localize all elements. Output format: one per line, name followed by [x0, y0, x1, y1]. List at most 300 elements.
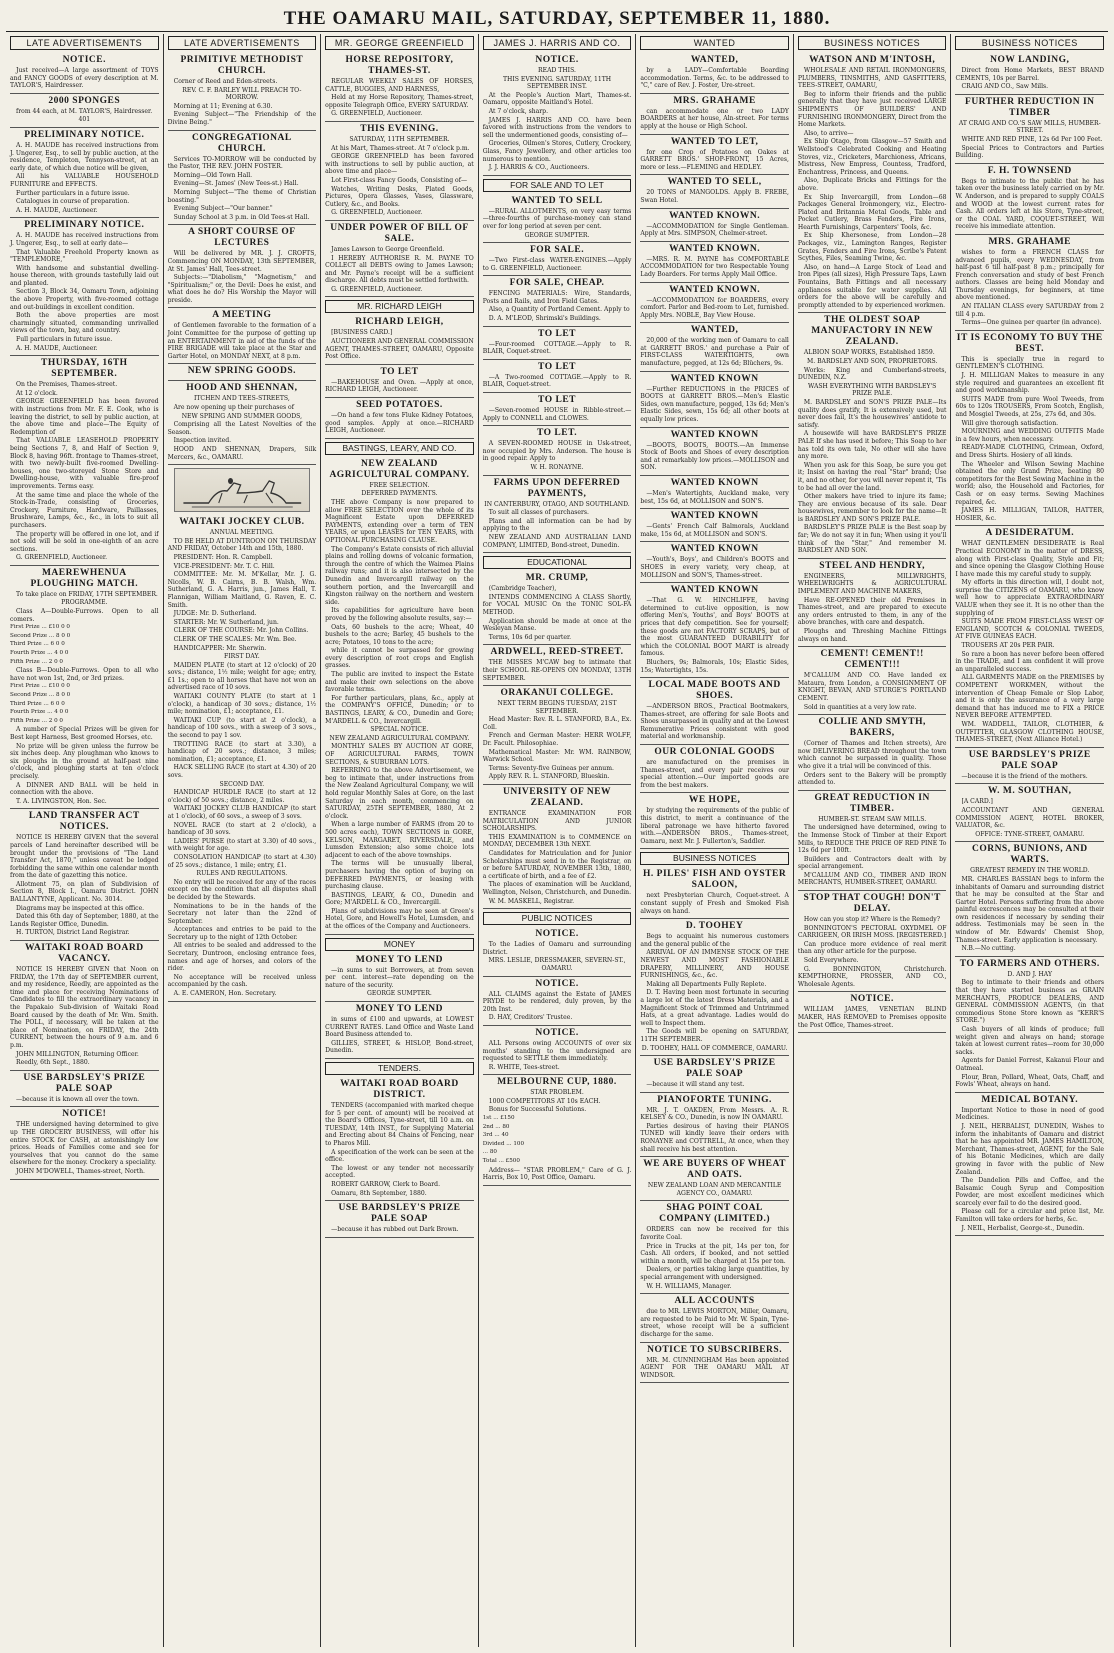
ad-title: MONEY TO LEND — [355, 954, 443, 965]
ad-line: Agents for Daniel Forrest, Kakanui Flour and Oatmeal. — [955, 1057, 1105, 1072]
ad-title: HOOD AND SHENNAN, — [186, 383, 298, 394]
ad-line: CRAIG AND CO., Saw Mills. — [961, 83, 1049, 91]
ad-line: 20 TONS of MANGOLDS. Apply B. FREBE, Swan Hotel. — [640, 189, 789, 204]
ad-line: GEORGE SUMPTER. — [367, 990, 432, 998]
ad-title: LOCAL MADE BOOTS AND SHOES. — [648, 680, 781, 702]
ad-title: FARMS UPON DEFERRED PAYMENTS, — [493, 477, 621, 499]
ad-line: ALBION SOAP WORKS, Established 1859. — [803, 349, 935, 357]
masthead-rule — [6, 31, 1108, 32]
ad-line: in sums of £100 and upwards, at LOWEST CURRENT RATES. Land Office and Waste Land Board Business attended to. — [325, 1016, 474, 1039]
ad-line: GEORGE SUMPTER. — [524, 231, 590, 239]
ad-title: WANTED KNOWN — [670, 511, 759, 522]
ad-line: MRS. LESLIE, DRESSMAKER, SEVERN-ST., OAMARU. — [488, 957, 626, 972]
ad-line: Reedly, 6th Sept., 1880. — [16, 1059, 90, 1067]
ad-title: WANTED KNOWN. — [669, 284, 761, 295]
ad-line: WAITAKI JOCKEY CLUB HANDICAP (to start at 1 o'clock), of 60 sovs., a sweep of 3 sovs. — [167, 805, 317, 820]
ad-line: REGULAR WEEKLY SALES OF HORSES, CATTLE, BUGGIES, AND HARNESS, — [325, 78, 474, 93]
ad-line: Other makers have tried to injure its fame; They are envious because of its sale. Dear housewives, remember to look for the name—It is BARDSLEY AND SON'S PRIZE PALE. — [797, 493, 947, 523]
column-4 — [479, 34, 637, 1647]
ad-title: WANTED, — [690, 325, 739, 336]
ad-line: ALL Persons owing ACCOUNTS of over six months' standing to the undersigned are requested to SETTLE them immediately. — [482, 1039, 632, 1063]
ad-line: —On hand a few tons Fluke Kidney Potatoes, good samples. Apply at once.—RICHARD LEIGH, Auctioneer. — [325, 412, 474, 435]
ad-title: H. PILES' FISH AND OYSTER SALOON, — [643, 869, 787, 891]
ad-title: STEEL AND HENDRY, — [819, 560, 926, 571]
ad-line: SECOND DAY. — [219, 780, 265, 788]
ad-line: MR. M. CUNNINGHAM Has been appointed AGENT FOR THE OAMARU MAIL AT WINDSOR. — [640, 1356, 789, 1379]
ad-line: —because it is the friend of the mothers. — [961, 772, 1088, 780]
ad-line: ACCOUNTANT AND GENERAL COMMISSION AGENT, HOTEL BROKER, VALUATOR, &c. — [955, 806, 1105, 830]
advertisement — [483, 276, 632, 326]
ad-line: T. A. LIVINGSTON, Hon. Sec. — [16, 797, 107, 805]
advertisement — [483, 785, 632, 909]
ad-line: of Gentlemen favorable to the formation of a Joint Committee for the purpose of getting up an ENTERTAINMENT in aid of the funds of the FIRE BRIGADE will take place at the Star and Garter Hotel, on MONDAY NEXT, at 8 p.m. — [167, 322, 317, 360]
ad-line: ALL CLAIMS against the Estate of JAMES PRYDE to be rendered, duly proven, by the 20th Inst. — [482, 990, 632, 1013]
ad-title: WANTED KNOWN — [670, 544, 759, 555]
ad-title: USE BARDSLEY'S PRIZE PALE SOAP — [338, 1203, 461, 1225]
ad-line: The undersigned have determined, owing to the Immense Stock of Timber at their Export Mills, to REDUCE THE PRICE OF RED PINE To 12s 6d per 100ft. — [797, 824, 947, 855]
advertisement — [325, 1201, 474, 1238]
advertisement — [640, 283, 789, 324]
advertisement — [640, 1093, 789, 1158]
advertisement — [10, 128, 159, 218]
ad-title: LAND TRANSFER ACT NOTICES. — [28, 811, 140, 833]
ad-line: That VALUABLE LEASEHOLD PROPERTY being Sections 7, 8, and Half of Section 9, Block 8, having 96ft. frontage to Thames-street, with two newly-built five-roomed Dwelling-houses, one two-storeyed Stone Store and Dwelling-house, with valuable fire-proof improvements. Terms easy. — [10, 437, 159, 490]
ad-line: WASH EVERYTHING WITH BARDSLEY'S PRIZE PALE. — [808, 382, 937, 398]
ad-title: HORSE REPOSITORY, THAMES-ST. — [345, 55, 454, 76]
ad-line: J. H. MILLIGAN Makes to measure in any style required and guarantees an excellent fit and good workmanship. — [955, 372, 1105, 395]
ad-line: First Prize ... £10 0 0 — [10, 624, 70, 631]
ad-line: OFFICE: TYNE-STREET, OAMARU. — [975, 830, 1085, 838]
ad-line: Builders and Contractors dealt with by special arrangement. — [797, 855, 947, 871]
advertisement — [640, 476, 789, 509]
ad-line: Terms: Seventy-five Guineas per annum. — [488, 764, 614, 772]
advertisement — [168, 381, 317, 465]
ad-title: MRS. GRAHAME — [988, 236, 1072, 247]
ad-line: G. GREENFIELD, Auctioneer. — [331, 209, 423, 217]
advertisement — [798, 791, 947, 891]
advertisement — [640, 1157, 789, 1201]
advertisement — [640, 372, 789, 428]
ad-line: AT CRAIG AND CO.'S SAW MILLS, HUMBER-STREET. — [958, 119, 1101, 135]
ad-title: THURSDAY, 16TH SEPTEMBER. — [41, 358, 128, 380]
ad-line: Total ... £500 — [482, 1158, 520, 1165]
advertisement — [325, 1077, 474, 1201]
ad-line: [BUSINESS CARD.] — [331, 329, 393, 337]
advertisement — [955, 235, 1104, 331]
ad-line: R. WHITE, Tees-street. — [488, 1063, 560, 1071]
ad-line: Terms, 10s 6d per quarter. — [488, 633, 572, 641]
column-3 — [321, 34, 479, 1647]
ad-title: WANTED KNOWN — [670, 373, 759, 384]
ad-line: JUDGE: Mr. D. Sutherland. — [173, 610, 257, 618]
ad-title: TO LET — [380, 366, 419, 377]
ad-title: MAEREWHENUA PLOUGHING MATCH. — [30, 567, 139, 589]
ad-line: The Wheeler and Wilson Sewing Machine obtained the only Grand Prize, beating 80 competitors for the Best Sewing Machine in the world; also, the Household and Factories, for Cash or on easy terms. Sewing Machines repaired, &c. — [955, 460, 1105, 506]
ad-title: SEED POTATOES. — [356, 400, 443, 411]
advertisement — [640, 867, 789, 919]
ad-line: Inspection invited. — [173, 437, 232, 445]
advertisement — [483, 393, 632, 426]
ad-line: WILLIAM JAMES, VENETIAN BLIND MAKER, HAS REMOVED to Premises opposite the Post Office, Thames-street. — [797, 1006, 947, 1029]
ad-title: ORAKANUI COLLEGE. — [500, 688, 614, 699]
ad-line: Evening Subject—"The Friendship of the Divine Being." — [167, 111, 317, 126]
ad-title: USE BARDSLEY'S PRIZE PALE SOAP — [23, 1072, 146, 1094]
column-header: LATE ADVERTISEMENTS — [168, 36, 317, 50]
column-1 — [6, 34, 164, 1647]
ad-line: All his VALUABLE HOUSEHOLD FURNITURE and EFFECTS. — [10, 173, 159, 188]
advertisement — [640, 428, 789, 476]
ad-line: Evening—St. James' (New Tees-st.) Hall. — [173, 180, 299, 188]
ad-line: NOTICE IS HEREBY GIVEN that the several parcels of Land hereinafter described will be brought under the provisions of "The Land Transfer Act, 1870," unless caveat be lodged forbidding the same within one calendar month from the date of gazetting this notice. — [10, 834, 159, 880]
ad-title: TO LET — [538, 328, 576, 339]
advertisement — [798, 559, 947, 647]
ad-line: G. BONNINGTON, Christchurch. KEMPTHORNE, PROSSER, AND CO., Wholesale Agents. — [797, 965, 947, 988]
ad-line: WHITE AND RED PINE, 12s 6d Per 100 Feet. — [961, 135, 1103, 143]
ad-title: NOTICE. — [535, 55, 579, 65]
advertisement — [483, 243, 632, 276]
ad-title: ALL ACCOUNTS — [674, 1296, 755, 1307]
ad-line: Direct from Home Markets, BEST BRAND CEMENTS, 10s per Barrel. — [955, 67, 1105, 82]
advertisement — [640, 209, 789, 242]
ad-line: Price in Trucks at the pit, 14s per ton, for Cash. All orders, if booked, and not settled within a month, will be charged at 15s per ton. — [640, 1242, 789, 1265]
ad-line: Bonus for Successful Solutions. — [488, 1106, 587, 1114]
ad-title: UNDER POWER OF BILL OF SALE. — [330, 222, 469, 244]
ad-line: SUITS MADE from pure Wool Tweeds, from 60s to 120s TROUSERS, From Scotch, English, and Mosgiel Tweeds, at 25s, 27s 6d, and 30s. — [955, 395, 1105, 418]
ad-line: Parties desirous of having their PIANOS TUNED will kindly leave their orders with RONAYNE and COTTRELL, At once, when they shall receive his best attention. — [640, 1122, 789, 1153]
ad-line: M'CALLUM AND CO. Have landed ex Mataura, from London, a CONSIGNMENT OF KNIGHT, BEVAN, AND STURGE'S PORTLAND CEMENT. — [797, 672, 947, 702]
ad-title: WANTED KNOWN — [670, 478, 759, 488]
ad-line: —Gents' French Calf Balmorals, Auckland make, 15s 6d, at MOLLISON and SON'S. — [640, 523, 789, 538]
ad-line: J. NEIL, HERBALIST, DUNEDIN, Wishes to inform the inhabitants of Oamaru and district that he has appointed MR. JAMES HAMILTON, Merchant, Thames-street, AGENT, for the Sale of his Botanic Medicines, which are daily growing in favor with the public of New Zealand. — [955, 1122, 1105, 1176]
ad-line: FENCING MATERIALS: Wire, Standards, Posts and Rails, and Iron Field Gates. — [482, 290, 632, 305]
ad-line: ITCHEN AND TEES-STREETS, — [193, 395, 290, 403]
ad-title: FURTHER REDUCTION IN TIMBER — [965, 96, 1095, 118]
ad-line: M'CALLUM AND CO., TIMBER AND IRON MERCHANTS, HUMBER-STREET, OAMARU. — [797, 871, 947, 887]
ad-title: STOP THAT COUGH! DON'T DELAY. — [803, 893, 941, 915]
ad-line: The places of examination will be Auckland, Wellington, Nelson, Christchurch, and Dunedin. — [482, 881, 632, 896]
ad-line: RULES AND REGULATIONS. — [196, 870, 288, 878]
ad-line: JAMES H. MILLIGAN, TAILOR, HATTER, HOSIER, &c. — [955, 507, 1105, 522]
ad-line: LADIES' PURSE (to start at 3.30) of 40 sovs., with weight for age. — [167, 837, 317, 853]
ad-line: Fourth Prize ... 4 0 0 — [10, 650, 69, 657]
ad-line: G. GREENFIELD, Auctioneer. — [331, 285, 423, 293]
ad-line: Fifth Prize ... 2 0 0 — [10, 717, 63, 724]
section-header: BUSINESS NOTICES — [640, 852, 789, 865]
ad-line: Morning at 11; Evening at 6.30. — [173, 102, 273, 110]
ad-line: Head Master: Rev. R. L. STANFORD, B.A., Ex. Coll. — [482, 716, 632, 731]
advertisement — [483, 53, 632, 176]
ad-line: Bluchers, 9s; Balmorals, 10s; Elastic Sides, 15s; Watertights, 15s. — [640, 658, 789, 674]
ad-line: Are now opening up their purchases of — [173, 404, 294, 412]
advertisement — [798, 313, 947, 558]
ad-line: NEXT TERM BEGINS TUESDAY, 21ST SEPTEMBER. — [497, 700, 617, 715]
ad-line: Sold in quantities at a very low rate. — [803, 703, 917, 711]
ad-title: TO FARMERS AND OTHERS. — [959, 958, 1100, 969]
ad-line: H. TURTON, District Land Registrar. — [16, 929, 130, 937]
advertisement — [955, 95, 1104, 164]
advertisement — [640, 793, 789, 849]
ad-line: COMMITTEE: Mr. M. M'Kellar, Mr. J. G. Nicolls, W. B. Cairns, B. B. Walsh, Wm. Sutherland, G. A. Harris, jun., James Hall, T. Flannigan, William Maitland, G. Raven, E. C. Smith. — [167, 571, 317, 609]
ad-title: MELBOURNE CUP, 1880. — [497, 1077, 617, 1088]
ad-line: due to MR. LEWIS MORTON, Miller, Oamaru, are requested to be Paid to Mr. W. Spain, Tyne-street, whose receipt will be a sufficient discharge for the same. — [640, 1308, 789, 1338]
advertisement — [325, 398, 474, 439]
ad-line: WHAT GENTLEMEN DESIDERATE is Real Practical ECONOMY in the matter of DRESS, along with First-class Quality, Style and Fit; and since opening the Glasgow Clothing House I have made this my careful study to supply. — [955, 540, 1105, 578]
advertisement — [10, 218, 159, 356]
ad-line: A number of Special Prizes will be given for Best kept Harness, Best groomed Horses, etc. — [10, 726, 159, 741]
ad-line: A specification of the work can be seen at the office. — [325, 1148, 474, 1164]
advertisement — [168, 225, 317, 308]
ad-line: 1st ... £150 — [482, 1115, 515, 1122]
ad-line: Begs to intimate to the public that he has taken over the business lately carried on by Mr. W. Anderson, and is prepared to supply COALS and WOOD at the lowest current rates for Cash. All orders left at his Store, Tyne-street, or the COAL YARD, COQUET-STREET, Will receive his immediate attention. — [955, 177, 1105, 231]
ad-line: Apply REV. R. L. STANFORD, Blueskin. — [488, 773, 610, 781]
advertisement — [640, 583, 789, 678]
advertisement — [168, 515, 317, 1001]
columns — [6, 34, 1108, 1647]
ad-line: W. H. RONAYNE. — [530, 464, 584, 471]
ad-line: ORDERS can now be received for this favorite Coal. — [640, 1226, 789, 1242]
ad-line: GEORGE GREENFIELD has been favored with instructions to sell by public auction, at above time and place— — [325, 153, 474, 176]
ad-line: A. E. CAMERON, Hon. Secretary. — [173, 990, 277, 998]
ad-title: CONGREGATIONAL CHURCH. — [192, 132, 292, 154]
advertisement — [955, 53, 1104, 95]
ad-title: NEW SPRING GOODS. — [187, 366, 297, 377]
ad-line: TENDERS (accompanied with marked cheque for 5 per cent. of amount) will be received at the Board's Offices, Tyne-street, till 10 a.m. on TUESDAY, 14th INST., for Supplying Material and Erecting about 84 Chains of Fencing, near to Pharos Mill. — [325, 1102, 474, 1147]
advertisement — [325, 1002, 474, 1059]
ad-line: Also, Duplicate Bricks and Fittings for the above. — [797, 177, 947, 192]
ad-title: IT IS ECONOMY TO BUY THE BEST. — [956, 332, 1103, 354]
ad-title: NOW LANDING, — [990, 55, 1070, 65]
section-header: PUBLIC NOTICES — [483, 912, 632, 925]
ad-line: are manufactured on the premises in Thames-street, and every pair receives our special attention.—Our imported goods are from the best makers. — [640, 759, 789, 789]
advertisement — [325, 953, 474, 1002]
ad-title: NOTICE. — [535, 1027, 579, 1038]
section-header: TENDERS. — [325, 1062, 474, 1075]
ad-line: —ACCOMMODATION for Single Gentleman. Apply at Mrs. SIMPSON, Chelmer-street. — [640, 222, 789, 238]
ad-line: HUMBER-ST. STEAM SAW MILLS. — [818, 815, 927, 823]
ad-line: FREE SELECTION. — [369, 481, 430, 489]
advertisement — [483, 426, 632, 475]
ad-line: 3rd ... 40 — [482, 1132, 509, 1139]
ad-line: —BOOTS, BOOTS, BOOTS.—An Immense Stock of Boots and Shoes of every description and at remarkably low prices.—MOLLISON and SON. — [640, 441, 789, 472]
ad-line: Application should be made at once at the Wesleyan Manse. — [482, 617, 632, 633]
ad-line: Both the above properties are most charmingly situated, commanding unrivalled views of the town, bay, and country. — [10, 312, 159, 335]
ad-line: J. J. HARRIS & CO., Auctioneers. — [488, 164, 590, 172]
ad-title: A MEETING — [212, 310, 272, 321]
ad-line: —Two First-class WATER-ENGINES.—Apply to G. GREENFIELD, Auctioneer. — [482, 257, 632, 272]
ad-title: ARDWELL, REED-STREET. — [490, 647, 624, 658]
ad-title: COLLIE AND SMYTH, BAKERS, — [818, 717, 926, 739]
ad-line: MAIDEN PLATE (to start at 12 o'clock) of 20 sovs.; distance, 1½ mile; weight for age; entry, £1 1s.; open to all horses that have not won an advertised race of 10 sovs. — [167, 661, 317, 692]
ad-line: Ex Ship Khersonese, from London—28 Packages, viz., Lamington Ranges, Register Grates, Fenders and Fire Irons, Scribe's Patent Scythes, Files, Seaming Twine, &c. — [797, 232, 947, 263]
advertisement — [640, 94, 789, 135]
ad-line: At the People's Auction Mart, Thames-st. Oamaru, opposite Maitland's Hotel. — [482, 91, 632, 107]
advertisement — [10, 356, 159, 566]
ad-title: SHAG POINT COAL COMPANY (LIMITED.) — [659, 1203, 771, 1225]
ad-line: Comprising all the Latest Novelties of the Season. — [167, 421, 317, 436]
advertisement — [168, 53, 317, 131]
advertisement — [10, 1071, 159, 1108]
advertisement — [483, 476, 632, 554]
ad-line: No acceptance will be received unless accompanied by the cash. — [167, 973, 317, 989]
ad-line: James Lawson to George Greenfield. — [331, 245, 445, 253]
advertisement — [640, 509, 789, 542]
ad-line: Beg to inform their friends and the public generally that they have just received LARGE SHIPMENTS OF BUILDERS' AND FURNISHING IRONMONGERY, Direct from the Home Markets. — [797, 90, 947, 129]
ad-line: —Four-roomed COTTAGE.—Apply to R. BLAIR, Coquet-street. — [482, 340, 632, 356]
ad-line: When a large number of FARMS (from 20 to 500 acres each), TOWN SECTIONS in GORE, KELSON, MARGARET, RIVERSDALE, and Lumsden Extension; also some choice lots adjacent to each of the above townships. — [325, 821, 474, 859]
ad-line: DEFERRED PAYMENTS. — [361, 490, 438, 498]
ad-line: (Cambridge Teacher), — [488, 585, 557, 593]
ad-line: wishes to form a FRENCH CLASS for advanced pupils, every WEDNESDAY, from half-past 6 till half-past 8 p.m.; principally for French conversation and study of best French authors. Classes are being held Monday and Thursday evenings, for beginners, at time above mentioned. — [955, 248, 1105, 302]
advertisement — [640, 1294, 789, 1342]
advertisement — [10, 53, 159, 94]
ad-line: To suit all classes of purchasers. — [488, 509, 589, 517]
ad-line: I HEREBY AUTHORISE R. M. PAYNE TO COLLECT all DEBTS owing to James Lawson; and Mr. Payne's receipt will be a sufficient discharge. All debts must be settled forthwith. — [325, 254, 474, 285]
ad-line: Candidates for Matriculation and for Junior Scholarships must send in to the Registrar, on or before SATURDAY, NOVEMBER 13th, 1880, a certificate of birth, and a fee of £2. — [482, 850, 632, 880]
ad-line: At 7 o'clock, sharp. — [488, 107, 549, 115]
ad-line: Oamaru, 8th September, 1880. — [331, 1189, 427, 1197]
ad-title: NOTICE TO SUBSCRIBERS. — [647, 1344, 783, 1355]
ad-line: HANDICAP HURDLE RACE (to start at 12 o'clock) of 50 sovs.; distance, 2 miles. — [167, 789, 317, 804]
ad-line: can accommodate one or two LADY BOARDERS at her house, Aln-street. For terms apply at the house or High School. — [640, 107, 789, 130]
column-header: BUSINESS NOTICES — [798, 36, 947, 50]
ad-line: THE undersigned having determined to give up THE GROCERY BUSINESS, will offer his entire STOCK for CASH, at astonishingly low prices. Heads of Families come and see for yourselves that you cannot do the same elsewhere for the money. Crockery a speciality. — [10, 1121, 159, 1167]
advertisement — [10, 809, 159, 941]
ad-line: Third Prize ... 6 0 0 — [10, 641, 65, 648]
ad-title: OUR COLONIAL GOODS — [654, 747, 775, 758]
ad-line: CONSOLATION HANDICAP (to start at 4.30) of 25 sovs.; distance, 1 mile; entry, £1. — [167, 853, 317, 869]
column-5 — [636, 34, 794, 1647]
ad-title: WATSON AND M'INTOSH, — [809, 55, 936, 65]
ad-line: GILLIES, STREET, & HISLOP, Bond-street, Dunedin. — [325, 1039, 474, 1055]
ad-title: PRELIMINARY NOTICE. — [24, 129, 145, 140]
ad-line: G. GREENFIELD, Auctioneer. — [331, 110, 423, 118]
advertisement — [483, 645, 632, 686]
advertisement — [640, 1343, 789, 1384]
ad-title: A DESIDERATUM. — [985, 528, 1075, 539]
ad-title: NOTICE. — [62, 55, 106, 65]
ad-line: Divided ... 100 — [482, 1140, 524, 1147]
ad-line: —Men's Watertights, Auckland make, very best, 15s 6d, at MOLLISON and SON'S. — [640, 490, 789, 505]
ad-line: AUCTIONEER AND GENERAL COMMISSION AGENT, THAMES-STREET, OAMARU, Opposite Post Office. — [325, 338, 474, 361]
ad-line: W. H. WILLIAMS, Manager. — [646, 1282, 732, 1290]
advertisement — [955, 842, 1104, 957]
ad-line: Ploughs and Threshing Machine Fittings always on hand. — [797, 628, 947, 643]
ad-line: Groceries, Oilmen's Stores, Cutlery, Crockery, Glass, Fancy Jewellery, and other articles too numerous to mention. — [482, 140, 632, 163]
ad-title: PIANOFORTE TUNING. — [657, 1094, 772, 1105]
advertisement — [640, 678, 789, 745]
column-header: BUSINESS NOTICES — [955, 36, 1104, 50]
ad-line: A. H. MAUDE, Auctioneer. — [16, 206, 98, 214]
ad-title: MONEY TO LEND — [355, 1004, 443, 1015]
ad-line: D. A. M'LEOD, Shrimski's Buildings. — [488, 315, 601, 323]
ad-line: Its capabilities for agriculture have been proved by the following absolute results, say:— — [325, 607, 474, 622]
ad-line: D. AND J. HAY — [1007, 970, 1052, 978]
ad-line: HANDICAPPER: Mr. Sherwin. — [173, 644, 267, 652]
ad-line: The Company's Estate consists of rich alluvial plains and rolling downs of volcanic formation, through the centre of which the Waimea Plains railway runs; and it is also intersected by the Dunedin and Invercargill railway on the southern portion, and the Invercargill and Kingston railway on the northern and western side. — [325, 545, 474, 606]
advertisement — [483, 194, 632, 243]
ad-line: Address— "STAR PROBLEM," Care of G. J. Harris, Box 10, Post Office, Oamaru. — [482, 1166, 632, 1182]
ad-line: At his Mart, Thames-street. At 7 o'clock p.m. — [331, 144, 470, 152]
ad-title: W. M. SOUTHAN, — [988, 786, 1072, 797]
ad-line: CLERK OF THE COURSE: Mr. John Collins. — [173, 627, 309, 635]
racehorse-woodcut-image — [174, 468, 311, 512]
ad-title: WE ARE BUYERS OF WHEAT AND OATS. — [643, 1159, 786, 1181]
advertisement — [483, 1075, 632, 1186]
ad-line: ARRIVAL OF AN IMMENSE STOCK OF THE NEWEST AND MOST FASHIONABLE DRAPERY, MILLINERY, AND HOUSE FURNISHINGS, &c., &c. — [640, 949, 789, 980]
ad-title: F. H. TOWNSEND — [987, 165, 1072, 176]
ad-line: Subjects:—"Diabolism," "Magnetism," and "Spiritualism;" or, the Devil: Does he exist, and what does he do? His Worship the Mayor will preside. — [167, 274, 317, 304]
ad-line: THIS EVENING. SATURDAY, 11TH SEPTEMBER INST. — [502, 75, 612, 91]
ad-line: THIS EXAMINATION is to COMMENCE on MONDAY, DECEMBER 13th NEXT. — [482, 833, 632, 849]
ad-title: PRIMITIVE METHODIST CHURCH. — [180, 55, 304, 76]
ad-line: A housewife will have BARDSLEY'S PRIZE PALE If she has used it before; This Soap to her has told its own tale, No other will she have any more. — [797, 430, 947, 461]
ad-line: Full particulars in future issue. — [16, 336, 113, 344]
ad-line: When you ask for this Soap, be sure you get it; Insist on having the real "Star" brand; Use it, and no other, for you will never repent it, 'Tis to be had all over the land. — [797, 461, 947, 492]
ad-line: Class B—Double-Furrows. Open to all who have not won 1st, 2nd, or 3rd prizes. — [10, 667, 159, 682]
ad-line: TO BE HELD AT DUNTROON ON THURSDAY AND FRIDAY, October 14th and 15th, 1880. — [167, 537, 317, 553]
ad-line: MR. J. T. OAKDEN, From Messrs. A. R. KELSEY & CO., Dunedin, is now IN OAMARU. — [640, 1106, 789, 1122]
ad-line: Begs to acquaint his numerous customers and the general public of the — [640, 933, 789, 948]
ad-line: THE MISSES M'CAW beg to intimate that their SCHOOL RE-OPENS ON MONDAY, 13TH SEPTEMBER. — [482, 659, 632, 682]
ad-line: READY-MADE CLOTHING, Crimean, Oxford, and Dress Shirts. Hosiery of all kinds. — [955, 444, 1105, 459]
ad-line: Catalogues in course of preparation. — [16, 198, 130, 206]
ad-line: THE above Company is now prepared to allow FREE SELECTION over the whole of its Magnificent Estate upon DEFERRED PAYMENTS, extending over a term of TEN YEARS, or upon LEASES for TEN YEARS, with OPTIONAL PURCHASING CLAUSE. — [325, 499, 474, 544]
ad-line: A DINNER AND BALL will be held in connection with the above. — [10, 781, 159, 797]
ad-line: ROBERT GARROW, Clerk to Board. — [331, 1180, 441, 1188]
ad-line: Have RE-OPENED their old Premises in Thames-street, and are prepared to execute any orders entrusted to them, in any of the above branches, with care and despatch. — [797, 596, 947, 627]
advertisement — [640, 323, 789, 371]
ad-line: Second Prize ... 8 0 0 — [10, 692, 71, 698]
ad-line: To the Ladies of Oamaru and surrounding District. — [482, 941, 632, 956]
ad-line: NOVEL RACE (to start at 2 o'clock), a handicap of 30 sovs. — [167, 821, 317, 837]
ad-line: A. H. MAUDE has received instructions from J. Ungerer, Esq., to sell at early date— — [10, 232, 159, 247]
ad-line: Allotment 75, on plan of Subdivision of Section 8, Block I., Oamaru District. JOHN BALLANTYNE, Applicant. No. 3014. — [10, 880, 159, 904]
ad-line: TROTTING RACE (to start at 3.30), a handicap of 20 sovs.; distance, 3 miles; nomination, £1; acceptance, £1. — [167, 740, 317, 763]
ad-line: The property will be offered in one lot, and if not sold will be sold in one-eighth of an acre sections. — [10, 530, 159, 553]
ad-title: NOTICE. — [850, 994, 894, 1005]
advertisement — [955, 748, 1104, 785]
column-header: LATE ADVERTISEMENTS — [10, 36, 159, 50]
ad-line: On the Premises, Thames-street. — [16, 381, 118, 389]
ad-line: Second Prize ... 8 0 0 — [10, 632, 71, 639]
column-7 — [951, 34, 1108, 1647]
advertisement — [483, 360, 632, 393]
advertisement — [640, 1201, 789, 1294]
ad-line: REV. C. F. BARLEY WILL PREACH TO-MORROW. — [182, 86, 302, 102]
ad-line: No prize will be given unless the furrow be six inches deep. Any ploughman who knows to six ploughs in the ground at half-past nine o'clock, and ploughing starts at ten o'clock precisely. — [10, 742, 159, 780]
ad-title: GREAT REDUCTION IN TIMBER. — [814, 792, 930, 814]
advertisement — [168, 131, 317, 226]
advertisement — [798, 992, 947, 1033]
ad-line: Also, to arrive— — [803, 129, 854, 137]
ad-line: Beg to intimate to their friends and others that they have started business as GRAIN MERCHANTS, PRODUCE DEALERS, AND GENERAL COMMISSION AGENTS, (in that commodious Stone Store known as "KERR'S STORE.") — [955, 979, 1105, 1025]
ad-line: Acceptances and entries to be paid to the Secretary up to the night of 12th October. — [167, 926, 317, 941]
ad-line: —because it has rubbed out Dark Brown. — [331, 1226, 459, 1234]
ad-line: Morning Subject—"The theme of Christian boasting." — [167, 188, 317, 204]
section-header: BASTINGS, LEARY, AND CO. — [325, 442, 474, 455]
ad-line: JOHN MILLINGTON, Returning Officer. — [16, 1050, 139, 1058]
ad-line: Orders sent to the Bakery will be promptly attended to. — [797, 771, 947, 787]
ad-line: Cash buyers of all kinds of produce; full weight given and always on hand; storage taken at lowest current rates—room for 30,000 sacks. — [955, 1026, 1105, 1056]
ad-line: J. NEIL, Herbalist, George-st., Dunedin. — [961, 1224, 1085, 1232]
ad-line: NEW ZEALAND AGRICULTURAL COMPANY. — [329, 734, 470, 742]
ad-line: So rare a boon has never before been offered in the TRADE, and I am confident it will prove an unparalleled success. — [955, 650, 1105, 673]
advertisement — [640, 745, 789, 793]
ad-line: Services TO-MORROW will be conducted by the Pastor, THE REV. JOHN FOSTER. — [167, 155, 317, 171]
ad-line: SPECIAL NOTICE. — [370, 726, 429, 734]
ad-line: by a LADY—Comfortable Boarding accommodation. Terms, &c. to be addressed to "C," care of Rev. J. Foster, Ure-street. — [640, 67, 789, 90]
ad-line: At 12 o'clock. — [16, 389, 58, 397]
